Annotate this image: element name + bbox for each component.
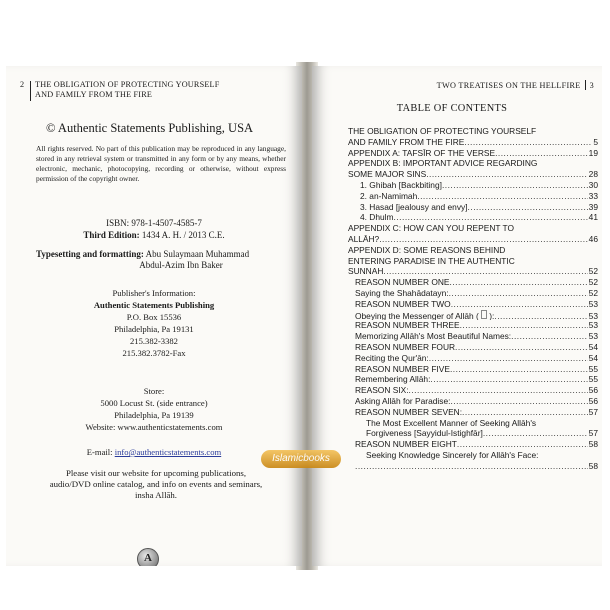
toc-dot-leader (460, 320, 588, 330)
toc-page-number: 55 (588, 363, 598, 374)
edition (6, 230, 302, 240)
toc-entry (348, 223, 598, 234)
typesetting-name-1: Abu Sulaymaan Muhammad (145, 249, 250, 259)
right-running-head (437, 80, 594, 90)
fax: 215.382.3782-Fax (122, 348, 186, 358)
copyright-heading: © Authentic Statements Publishing, USA (46, 121, 254, 135)
publisher-city: Philadelphia, Pa 19131 (114, 324, 194, 334)
store-city: Philadelphia, Pa 19139 (114, 410, 194, 420)
toc-dot-leader (464, 137, 592, 147)
toc-page-number: 30 (588, 179, 598, 190)
typesetting-label: Typesetting and formatting: (36, 249, 144, 259)
toc-entry (348, 256, 598, 267)
right-page-number: 3 (589, 80, 594, 90)
edition-label: Third Edition: (83, 230, 140, 240)
toc-dot-leader (451, 299, 588, 309)
toc-entry (348, 212, 598, 223)
toc-entry-title: APPENDIX C: HOW CAN YOU REPENT TO (348, 223, 514, 234)
email-link[interactable]: info@authenticstatements.com (114, 447, 222, 457)
toc-entry-title: APPENDIX A: TAFSĪR OF THE VERSE (348, 147, 496, 158)
toc-dot-leader (429, 353, 588, 363)
toc-dot-leader (450, 364, 588, 374)
email-label: E-mail: (86, 447, 113, 457)
toc-page-number: 54 (588, 341, 598, 352)
toc-dot-leader (450, 396, 587, 406)
head-divider (30, 81, 31, 101)
toc-entry (348, 353, 598, 364)
toc-dot-leader (383, 266, 587, 276)
toc-entry (348, 331, 598, 342)
toc-entry (348, 428, 598, 439)
toc-page-number: 46 (588, 233, 598, 244)
toc-entry-title: Obeying the Messenger of Allāh ( (355, 310, 479, 321)
toc-entry (348, 191, 598, 202)
toc-dot-leader (355, 461, 588, 471)
toc-entry (348, 202, 598, 213)
toc-entry-title: APPENDIX D: SOME REASONS BEHIND (348, 244, 506, 255)
toc-page-number: 52 (588, 266, 598, 277)
toc-entry (348, 126, 598, 137)
toc-entry (348, 342, 598, 353)
toc-entry-title: REASON NUMBER SEVEN: (355, 406, 463, 417)
toc-entry-title: Remembering Allāh: (355, 374, 431, 385)
toc-entry-title: 3. Hasad [jealousy and envy] (360, 201, 468, 212)
toc-entry-title: REASON NUMBER ONE (355, 277, 450, 288)
toc-page-number: 41 (588, 212, 598, 223)
toc-entry-title: APPENDIX B: IMPORTANT ADVICE REGARDING (348, 158, 538, 169)
running-head-line-2: AND FAMILY FROM THE FIRE (35, 90, 153, 99)
toc-page-number: 28 (588, 169, 598, 180)
arabic-salutation-icon (481, 310, 487, 319)
publisher-logo-icon: A (137, 548, 159, 566)
right-running-head-text: TWO TREATISES ON THE HELLFIRE (436, 80, 581, 90)
toc-dot-leader (511, 331, 588, 341)
toc-entry (348, 374, 598, 385)
toc-entry (348, 137, 598, 148)
toc-page-number: 52 (588, 277, 598, 288)
toc-entry (348, 266, 598, 277)
toc-page-number: 58 (588, 460, 598, 471)
toc-entry (348, 245, 598, 256)
toc-entry-title: THE OBLIGATION OF PROTECTING YOURSELF (348, 126, 537, 136)
toc-entry (348, 180, 598, 191)
toc-entry-title: ENTERING PARADISE IN THE AUTHENTIC (348, 255, 515, 266)
left-running-head-text (35, 80, 220, 100)
toc-page-number: 39 (588, 201, 598, 212)
rights-paragraph: All rights reserved. No part of this publication may be reproduced in any language, stored in any retrieval system or transmitted in any form or by any means, whether electronic, mechanic, photocopying, recording or otherwise, without express permission of the copyright owner. (36, 144, 286, 183)
watermark-badge: Islamicbooks (261, 450, 341, 468)
typesetting-credit (36, 249, 286, 271)
toc-entry (348, 277, 598, 288)
toc-entry-title: 2. an-Namimah (360, 190, 418, 201)
toc-dot-leader (462, 407, 588, 417)
toc-entry-title: Seeking Knowledge Sincerely for Allāh's Face: (366, 449, 539, 460)
left-running-head (20, 80, 220, 101)
toc-entry (348, 396, 598, 407)
toc-page-number: 55 (588, 374, 598, 385)
toc-page-number: 58 (588, 439, 598, 450)
toc-dot-leader (442, 180, 588, 190)
toc-dot-leader (455, 342, 588, 352)
toc-entry-title: Saying the Shahādatayn: (355, 287, 449, 298)
toc-entry-title: Memorizing Allāh's Most Beautiful Names: (355, 331, 512, 342)
toc-entry-title: Asking Allāh for Paradise: (355, 395, 451, 406)
toc-entry (348, 450, 598, 461)
toc-dot-leader (394, 212, 588, 222)
left-page-number: 2 (20, 80, 25, 89)
toc-entry-title: ALLĀH? (348, 233, 380, 244)
toc-page-number: 53 (588, 310, 598, 321)
toc-dot-leader (495, 148, 588, 158)
toc-page-number: 53 (588, 331, 598, 342)
toc-entry (348, 158, 598, 169)
toc-entry-title: REASON NUMBER FIVE (355, 363, 450, 374)
toc-dot-leader (426, 169, 587, 179)
toc-entry-title: REASON NUMBER EIGHT (355, 439, 457, 450)
toc-entry (348, 148, 598, 159)
toc-page-number: 5 (593, 136, 598, 147)
toc-dot-leader (449, 288, 588, 298)
toc-page-number: 57 (588, 428, 598, 439)
phone: 215.382-3382 (130, 336, 178, 346)
toc-entry-title: REASON NUMBER TWO (355, 298, 451, 309)
toc-dot-leader (483, 428, 588, 438)
publisher-name: Authentic Statements Publishing (93, 300, 215, 310)
po-box: P.O. Box 15536 (126, 312, 182, 322)
store-address: 5000 Locust St. (side entrance) (100, 398, 208, 408)
toc-entry-title: SUNNAH (348, 266, 384, 277)
toc-entry (348, 299, 598, 310)
isbn: ISBN: 978-1-4507-4585-7 (106, 218, 202, 228)
toc-entry-title: REASON NUMBER THREE (355, 320, 460, 331)
toc-page-number: 52 (588, 287, 598, 298)
edition-value: 1434 A. H. / 2013 C.E. (141, 230, 225, 240)
toc-entry (348, 385, 598, 396)
toc-page-number: 33 (588, 190, 598, 201)
toc-dot-leader (379, 234, 587, 244)
toc-entry (348, 310, 598, 321)
toc-page-number: 56 (588, 395, 598, 406)
toc-entry (348, 418, 598, 429)
toc-entry (348, 439, 598, 450)
store-label: Store: (143, 386, 165, 396)
toc-dot-leader (417, 191, 587, 201)
toc-dot-leader (449, 277, 587, 287)
toc-entry-title: REASON NUMBER FOUR (355, 341, 456, 352)
head-divider (585, 80, 586, 90)
toc-entry-title: 4. Dhulm (360, 212, 394, 223)
typesetting-name-2: Abdul-Azim Ibn Baker (139, 260, 223, 270)
toc-dot-leader (430, 374, 587, 384)
left-page (6, 66, 302, 566)
toc-entry (348, 234, 598, 245)
toc-page-number: 54 (588, 352, 598, 363)
toc-entry-title: Reciting the Qur'ān: (355, 352, 429, 363)
toc-dot-leader (457, 439, 588, 449)
toc-entry-title: AND FAMILY FROM THE FIRE (348, 136, 465, 147)
toc-dot-leader (494, 311, 587, 321)
website: Website: www.authenticstatements.com (85, 422, 223, 432)
toc-entry-suffix: ): (489, 310, 495, 321)
toc-dot-leader (468, 202, 588, 212)
toc-entry-title: Forgiveness [Sayyidul-Istighfār] (366, 428, 483, 439)
toc-entry-title: The Most Excellent Manner of Seeking Allāh's (366, 417, 537, 428)
toc-page-number: 57 (588, 406, 598, 417)
publisher-info-label: Publisher's Information: (112, 288, 196, 298)
running-head-line-1: THE OBLIGATION OF PROTECTING YOURSELF (35, 80, 220, 89)
toc-entry (348, 407, 598, 418)
toc-entry (348, 320, 598, 331)
toc-list (348, 126, 598, 472)
toc-entry (348, 169, 598, 180)
toc-entry-title: 1. Ghibah [Backbiting] (360, 179, 442, 190)
toc-entry-title: SOME MAJOR SINS (348, 169, 427, 180)
toc-entry-title: REASON SIX: (355, 385, 409, 396)
right-page (312, 66, 602, 566)
toc-page-number: 53 (588, 298, 598, 309)
toc-entry (348, 461, 598, 472)
toc-entry (348, 364, 598, 375)
promo-paragraph: Please visit our website for upcoming publications, audio/DVD online catalog, and info on events and seminars, insha Allāh. (49, 468, 263, 500)
email-line (6, 447, 302, 457)
toc-page-number: 19 (588, 147, 598, 158)
toc-entry (348, 288, 598, 299)
toc-dot-leader (409, 385, 588, 395)
toc-title: TABLE OF CONTENTS (396, 103, 508, 114)
toc-page-number: 53 (588, 320, 598, 331)
toc-page-number: 56 (588, 385, 598, 396)
